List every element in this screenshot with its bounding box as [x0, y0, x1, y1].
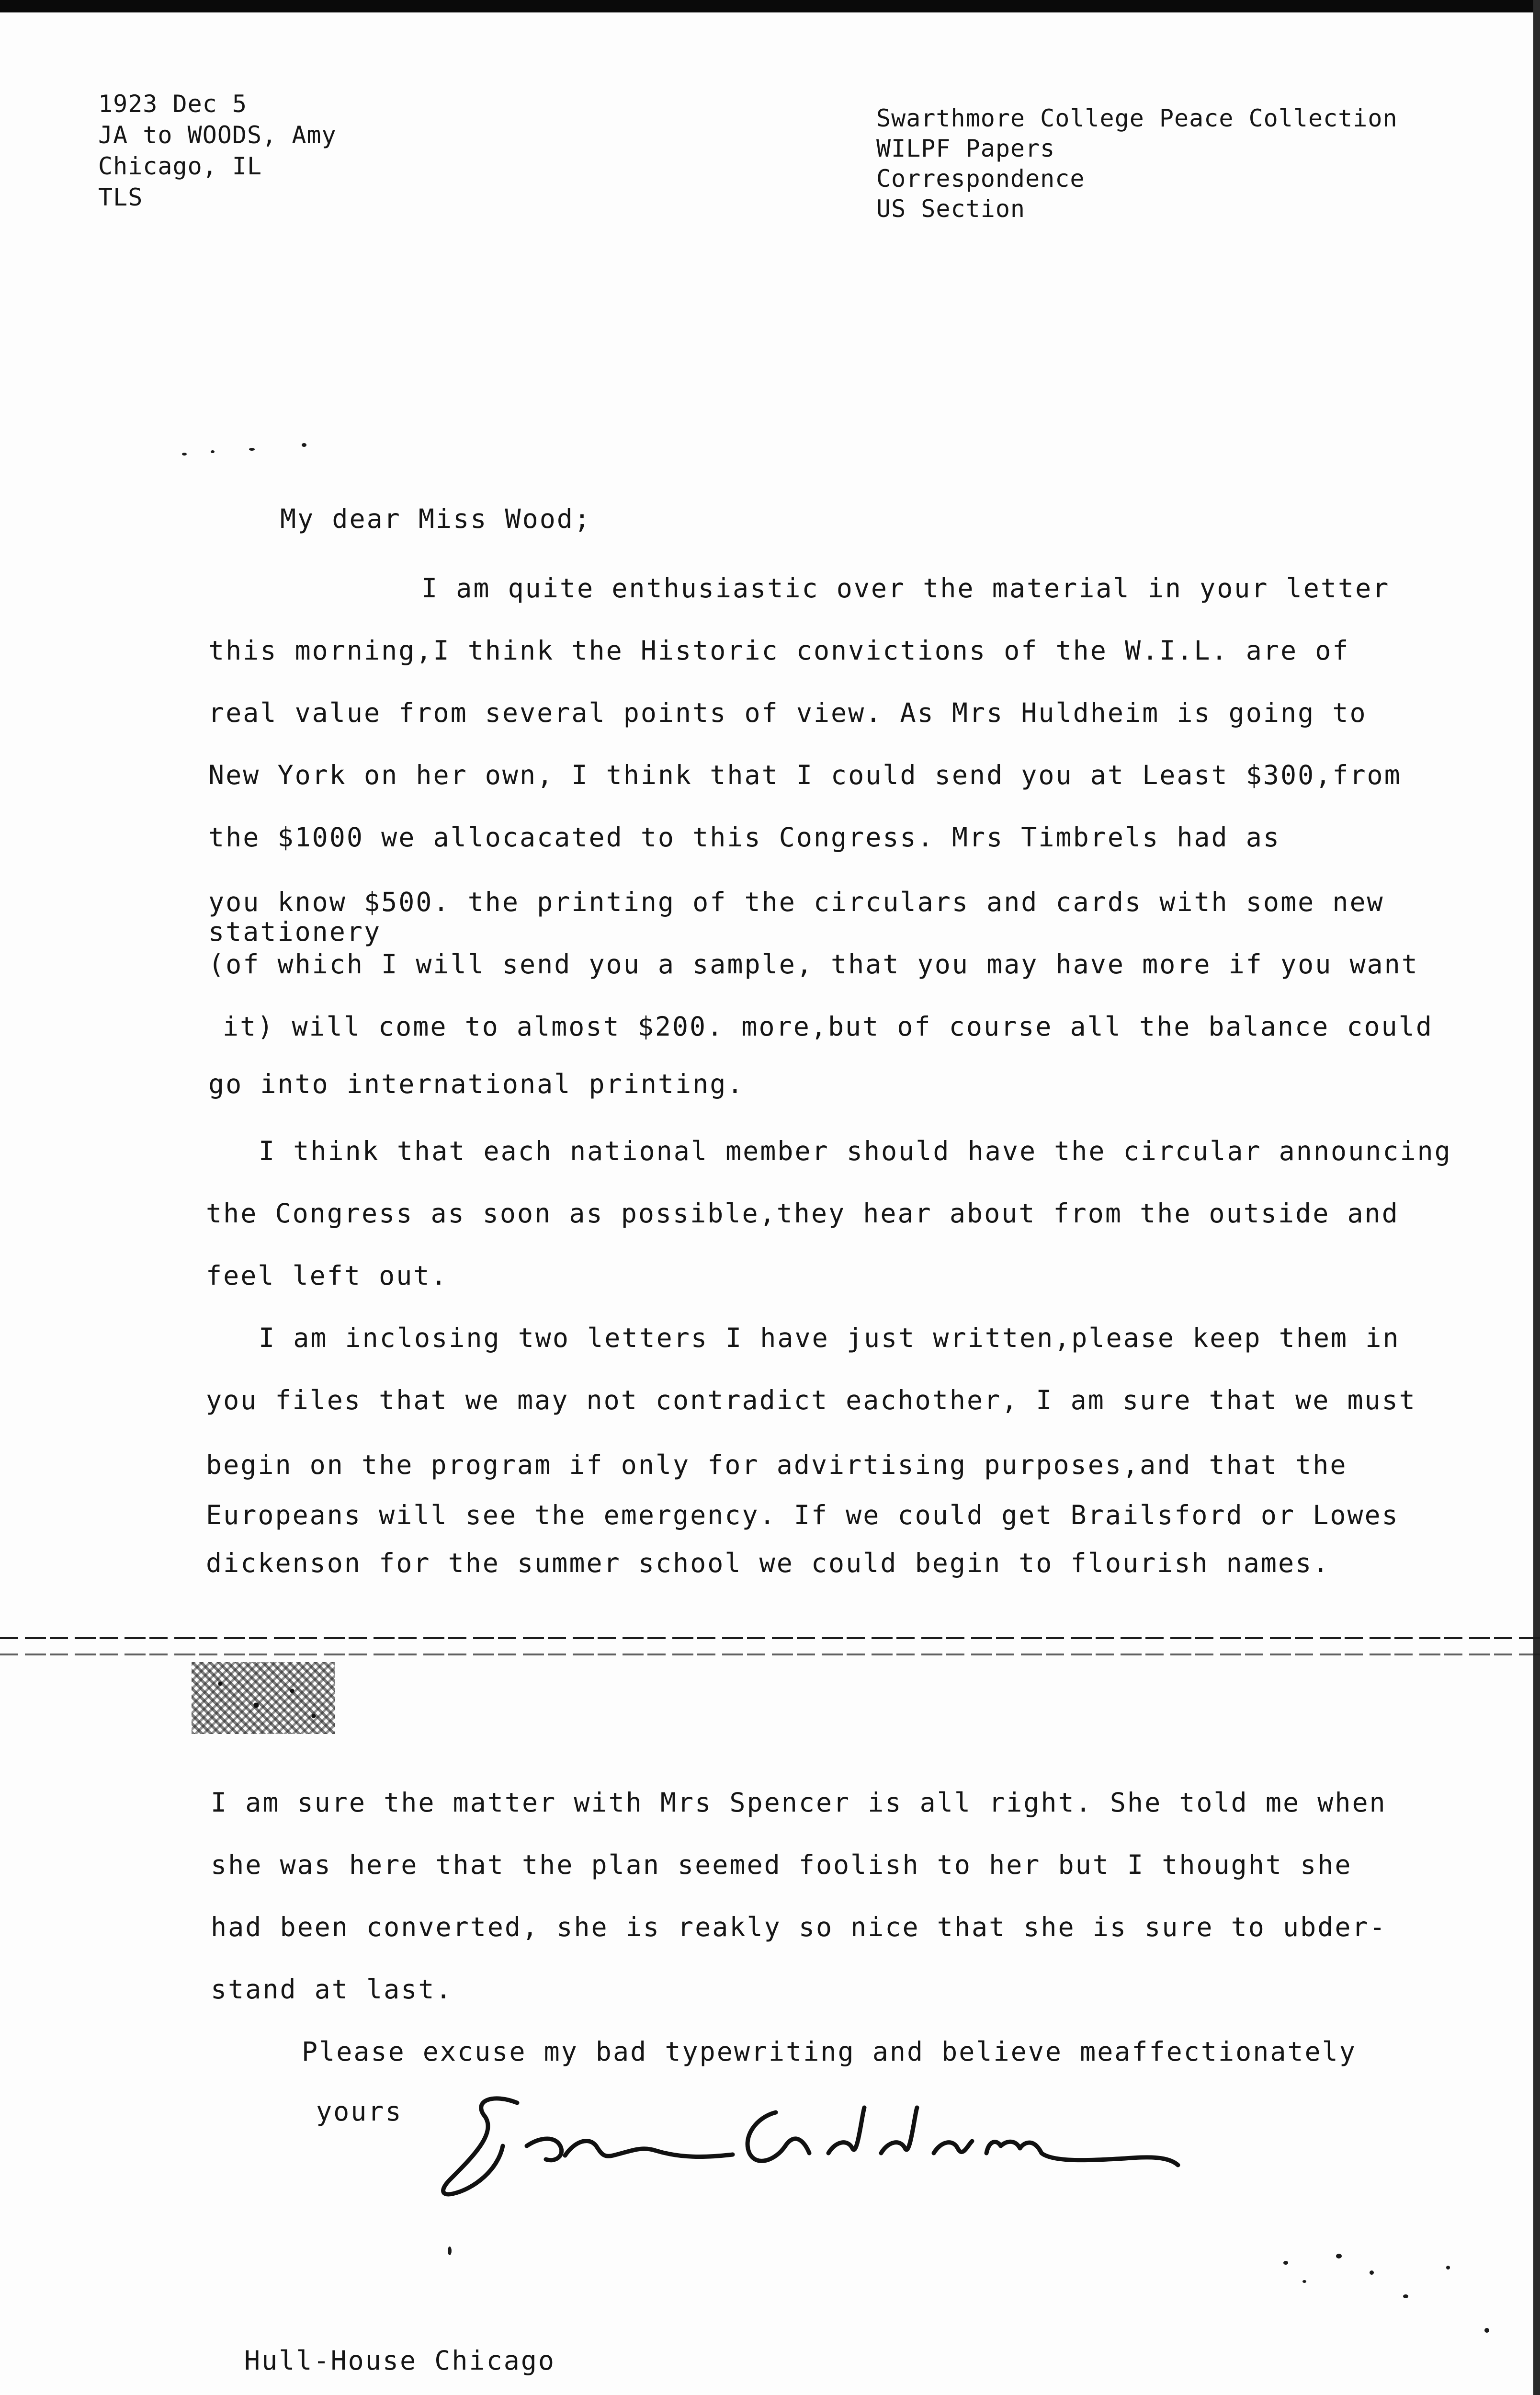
body-line: I am quite enthusiastic over the material in your letter — [421, 573, 1390, 604]
scan-speck — [182, 453, 187, 456]
archive-type: TLS — [98, 183, 143, 211]
archive-series: WILPF Papers — [876, 135, 1055, 162]
body-line: this morning,I think the Historic convictions of the W.I.L. are of — [208, 635, 1350, 666]
body-line: she was here that the plan seemed foolish to her but I thought she — [211, 1849, 1352, 1880]
body-line: I am sure the matter with Mrs Spencer is all right. She told me when — [211, 1787, 1387, 1818]
body-line: New York on her own, I think that I could send you at Least $300,from — [208, 760, 1402, 790]
smudge-mark — [192, 1662, 335, 1734]
archive-subseries: Correspondence — [876, 165, 1085, 193]
scan-speck — [1484, 2328, 1489, 2333]
body-line: the $1000 we allocacated to this Congress. Mrs Timbrels had as — [208, 822, 1280, 853]
archive-collection: Swarthmore College Peace Collection — [876, 104, 1398, 132]
body-line: real value from several points of view. As Mrs Huldheim is going to — [208, 697, 1367, 728]
signature-image — [431, 2074, 1207, 2199]
scan-speck — [1446, 2266, 1450, 2270]
archive-section: US Section — [876, 195, 1026, 223]
body-line: stand at last. — [211, 1974, 453, 2005]
scan-speck — [1370, 2270, 1374, 2275]
body-line: I think that each national member should have the circular announcing — [259, 1136, 1452, 1166]
body-line: begin on the program if only for advirtising purposes,and that the — [206, 1449, 1348, 1480]
signature-text: Jane Addams — [431, 2074, 434, 2075]
body-line: dickenson for the summer school we could begin to flourish names. — [206, 1548, 1330, 1578]
archive-correspondents: JA to WOODS, Amy — [98, 121, 337, 149]
scan-speck — [1283, 2261, 1288, 2265]
closing-line: Please excuse my bad typewriting and believe meaffectionately — [302, 2036, 1357, 2067]
body-line: you files that we may not contradict eachother, I am sure that we must — [206, 1385, 1416, 1415]
scan-top-border — [0, 0, 1540, 12]
body-line: Europeans will see the emergency. If we could get Brailsford or Lowes — [206, 1500, 1399, 1530]
archive-place: Chicago, IL — [98, 152, 262, 180]
body-line: it) will come to almost $200. more,but of course all the balance could — [223, 1011, 1433, 1042]
body-line: I am inclosing two letters I have just written,please keep them in — [259, 1323, 1400, 1353]
body-line: stationery — [208, 916, 382, 947]
closing-yours: yours — [316, 2096, 403, 2127]
scan-speck — [1302, 2280, 1306, 2283]
fold-line — [0, 1654, 1540, 1655]
scan-right-border — [1533, 0, 1540, 2395]
scan-speck — [1403, 2294, 1408, 2298]
body-line: had been converted, she is reakly so nice that she is sure to ubder- — [211, 1912, 1387, 1942]
place-line: Hull-House Chicago — [244, 2345, 556, 2376]
archive-date: 1923 Dec 5 — [98, 90, 248, 118]
scan-speck — [448, 2247, 452, 2255]
scan-speck — [211, 450, 215, 453]
body-line: go into international printing. — [208, 1069, 745, 1099]
scan-speck — [1336, 2254, 1342, 2258]
body-line: (of which I will send you a sample, that you may have more if you want — [208, 949, 1419, 980]
body-line: you know $500. the printing of the circulars and cards with some new — [208, 887, 1384, 917]
salutation: My dear Miss Wood; — [280, 503, 592, 534]
scan-speck — [302, 443, 306, 447]
body-line: feel left out. — [206, 1260, 448, 1291]
scan-speck — [249, 448, 255, 451]
fold-line — [0, 1637, 1540, 1639]
body-line: the Congress as soon as possible,they hear about from the outside and — [206, 1198, 1399, 1229]
